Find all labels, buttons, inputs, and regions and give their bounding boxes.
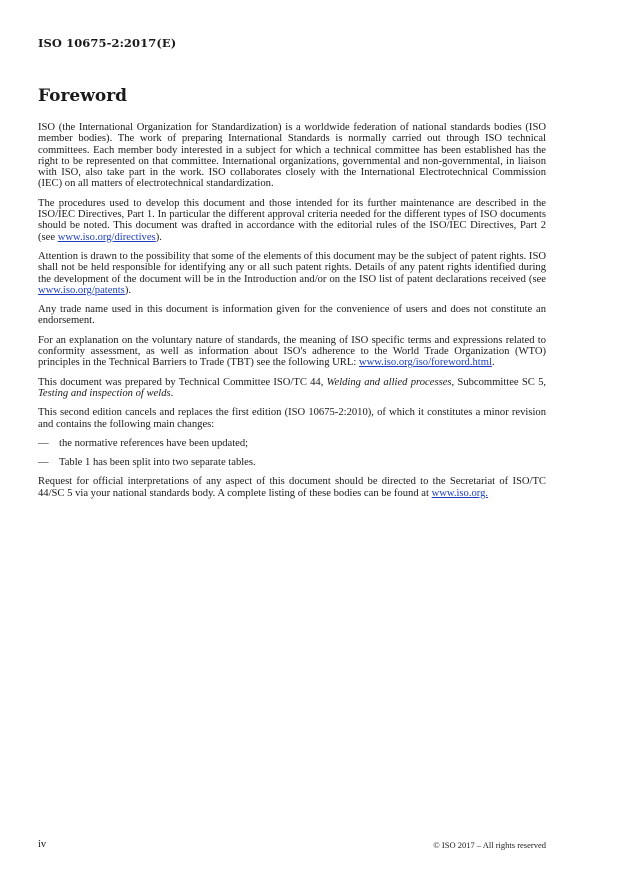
list-item bbox=[38, 438, 546, 449]
paragraph-trade-name: Any trade name used in this document is information given for the convenience of users and does not constitute an endorsement. bbox=[38, 304, 546, 327]
list-item-text: the normative references have been updated; bbox=[59, 437, 249, 449]
paragraph-patents bbox=[38, 251, 546, 296]
iso-website-link[interactable]: www.iso.org. bbox=[431, 487, 489, 499]
foreword-body bbox=[38, 122, 546, 507]
dash-bullet: — bbox=[38, 457, 49, 469]
dash-bullet: — bbox=[38, 437, 49, 449]
document-id: ISO 10675-2:2017(E) bbox=[38, 36, 177, 50]
paragraph-iso-intro: ISO (the International Organization for Standardization) is a worldwide federation of national standards bodies (ISO member bodies). The work of preparing International Standards is normally carried out through ISO technical committees. Each member body interested in a subject for which a technical committee has been established has the right to be represented on that committee. International organizations, governmental and non-governmental, in liaison with ISO, also take part in the work. ISO collaborates closely with the International Electrotechnical Commission (IEC) on all matters of electrotechnical standardization. bbox=[38, 122, 546, 190]
paragraph-text: Request for official interpretations of any aspect of this document should be directed to the Secretariat of ISO/TC 44/SC 5 via your national standards body. A complete listing of these bodies can be found at bbox=[38, 476, 546, 499]
paragraph-text: , Subcommittee SC 5, bbox=[451, 376, 547, 388]
paragraph-text: The procedures used to develop this document and those intended for its further maintenance are described in the ISO/IEC Directives, Part 1. In particular the different approval criteria needed for the different types of ISO documents should be noted. This document was drafted in accordance with the editorial rules of the ISO/IEC Directives, Part 2 (see bbox=[38, 197, 546, 243]
paragraph-text: Attention is drawn to the possibility that some of the elements of this document may be the subject of patent rights. ISO shall not be held responsible for identifying any or all such patent rights. Details of any patent rights identified during the development of the document will be in the Introduction and/or on the ISO list of patent declarations received (see bbox=[38, 250, 546, 285]
list-item-text: Table 1 has been split into two separate tables. bbox=[59, 457, 256, 469]
paragraph-text: . bbox=[491, 357, 495, 369]
foreword-link[interactable]: www.iso.org/iso/foreword.html bbox=[358, 357, 492, 369]
paragraph-text: ). bbox=[124, 284, 131, 296]
paragraph-text: ). bbox=[155, 231, 162, 243]
paragraph-procedures bbox=[38, 198, 546, 243]
committee-title: Welding and allied processes bbox=[326, 376, 452, 388]
paragraph-text: For an explanation on the voluntary nature of standards, the meaning of ISO specific terms and expressions related to conformity assessment, as well as information about ISO's adherence to the World Trade Organization (WTO) principles in the Technical Barriers to Trade (TBT) see the following URL: bbox=[38, 334, 546, 369]
paragraph-text: This document was prepared by Technical Committee ISO/TC 44, bbox=[38, 376, 327, 388]
copyright-notice: © ISO 2017 – All rights reserved bbox=[433, 840, 546, 850]
patents-link[interactable]: www.iso.org/patents bbox=[38, 284, 125, 296]
page-number: iv bbox=[38, 839, 47, 850]
paragraph-text: . bbox=[170, 387, 174, 399]
directives-link[interactable]: www.iso.org/directives bbox=[57, 231, 156, 243]
paragraph-interpretations bbox=[38, 476, 546, 499]
paragraph-voluntary-nature bbox=[38, 335, 546, 369]
page-title: Foreword bbox=[38, 86, 128, 106]
paragraph-second-edition: This second edition cancels and replaces the first edition (ISO 10675-2:2010), of which it constitutes a minor revision and contains the following main changes: bbox=[38, 407, 546, 430]
list-item bbox=[38, 457, 546, 468]
subcommittee-title: Testing and inspection of welds bbox=[38, 387, 171, 399]
paragraph-committee bbox=[38, 377, 546, 400]
